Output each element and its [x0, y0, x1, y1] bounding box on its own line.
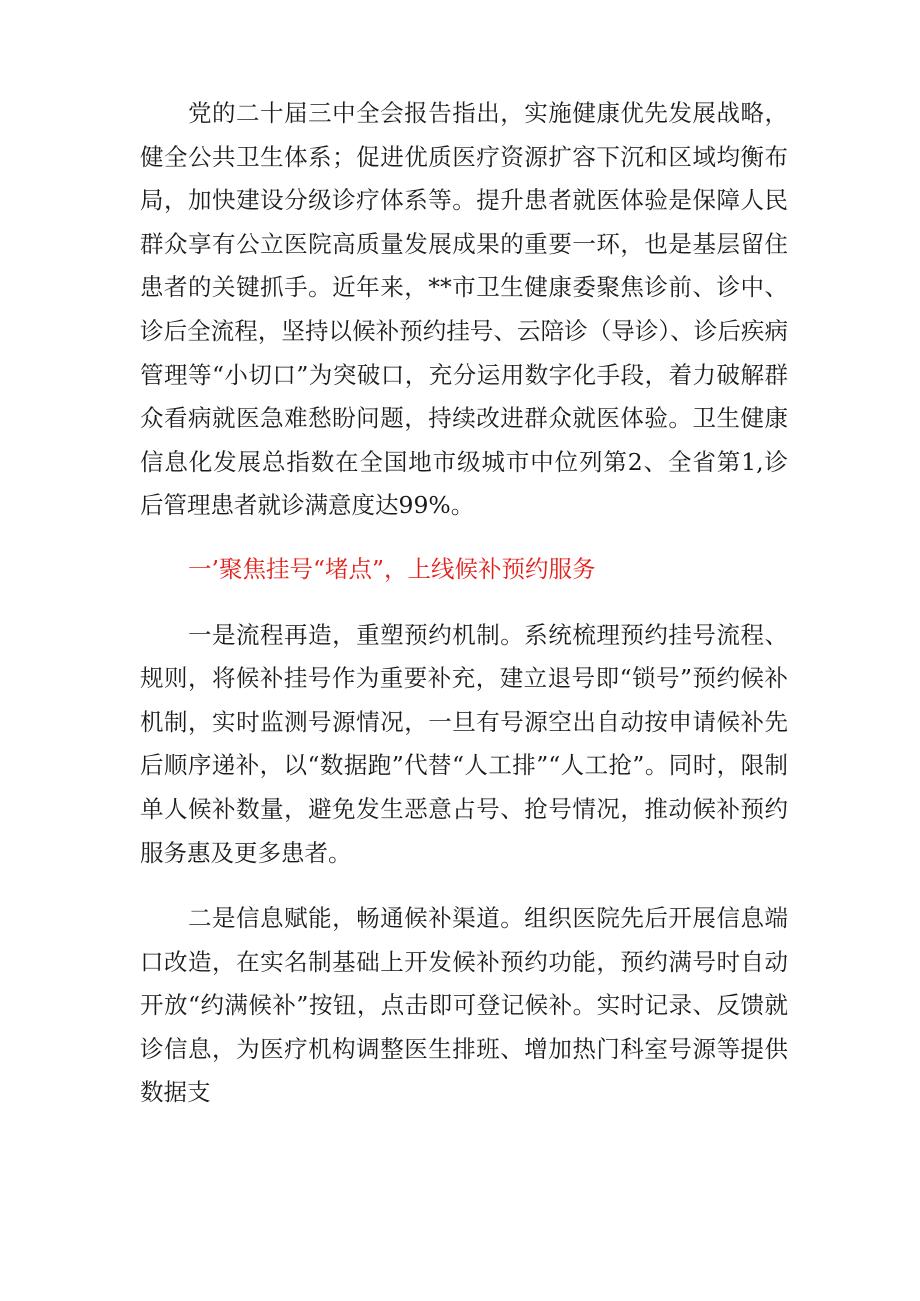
section-heading: 一’聚焦挂号“堵点”，上线候补预约服务 [188, 554, 596, 583]
intro-paragraph: 党的二十届三中全会报告指出，实施健康优先发展战略，健全公共卫生体系；促进优质医疗资源扩容下沉和区域均衡布局，加快建设分级诊疗体系等。提升患者就医体验是保障人民群众享有公立医院高质量发展成果的重要一环，也是基层留住患者的关键抓手。近年来，**市卫生健康委聚焦诊前、诊中、诊后全流程，坚持以候补预约挂号、云陪诊（导诊）、诊后疾病管理等“小切口”为突破口，充分运用数字化手段，着力破解群众看病就医急难愁盼问题，持续改进群众就医体验。卫生健康信息化发展总指数在全国地市级城市中位列第2、全省第1,诊后管理患者就诊满意度达99%。 [140, 99, 788, 520]
document-page [140, 92, 788, 1115]
body-paragraph-process: 一是流程再造，重塑预约机制。系统梳理预约挂号流程、规则，将候补挂号作为重要补充，建立退号即“锁号”预约候补机制，实时监测号源情况，一旦有号源空出自动按申请候补先后顺序递补，以“数据跑”代替“人工排”“人工抢”。同时，限制单人候补数量，避免发生恶意占号、抢号情况，推动候补预约服务惠及更多患者。 [140, 620, 788, 867]
body-paragraph-info: 二是信息赋能，畅通候补渠道。组织医院先后开展信息端口改造，在实名制基础上开发候补预约功能，预约满号时自动开放“约满候补”按钮，点击即可登记候补。实时记录、反馈就诊信息，为医疗机构调整医生排班、增加热门科室号源等提供数据支 [140, 904, 788, 1107]
